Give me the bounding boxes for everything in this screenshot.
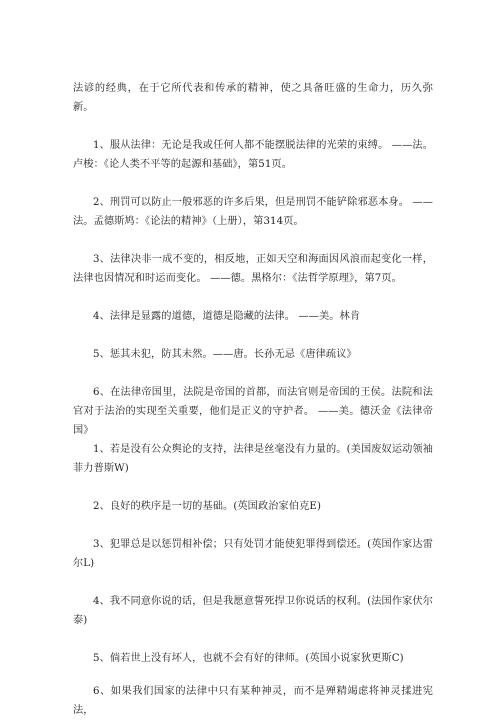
quote-paragraph-6: 6、在法律帝国里，法院是帝国的首都，而法官则是帝国的王侯。法院和法官对于法治的实现至关重要，他们是正义的守护者。 ——美。德沃金《法律帝国》 <box>73 387 433 436</box>
quote-paragraph-7: 1、若是没有公众舆论的支持，法律是丝毫没有力量的。(美国废奴运动领袖菲力普斯W) <box>73 444 433 474</box>
document-body <box>73 79 433 720</box>
quote-paragraph-3: 3、法律决非一成不变的，相反地，正如天空和海面因风浪而起变化一样，法律也因情况和时运而变化。 ——德。黑格尔：《法哲学原理》，第7页。 <box>73 254 433 284</box>
intro-paragraph: 法谚的经典，在于它所代表和传承的精神，使之具备旺盛的生命力，历久弥新。 <box>73 83 433 113</box>
quote-paragraph-4: 4、法律是显露的道德，道德是隐藏的法律。 ——美。林肯 <box>93 311 361 322</box>
quote-paragraph-9: 3、犯罪总是以惩罚相补偿；只有处罚才能使犯罪得到偿还。(英国作家达雷尔L) <box>73 539 433 569</box>
quote-paragraph-5: 5、惩其未犯，防其未然。——唐。长孙无忌《唐律疏议》 <box>93 349 357 360</box>
quote-paragraph-1: 1、服从法律：无论是我或任何人都不能摆脱法律的光荣的束缚。 ——法。卢梭：《论人类不平等的起源和基础》，第51页。 <box>73 140 433 170</box>
quote-paragraph-12: 6、如果我们国家的法律中只有某种神灵，而不是殚精竭虑将神灵揉进宪法， <box>73 686 433 716</box>
quote-paragraph-2: 2、刑罚可以防止一般邪恶的许多后果，但是刑罚不能铲除邪恶本身。 ——法。孟德斯鸠：《论法的精神》（上册），第314页。 <box>73 197 433 227</box>
quote-paragraph-11: 5、倘若世上没有坏人，也就不会有好的律师。(英国小说家狄更斯C) <box>93 653 404 664</box>
quote-paragraph-10: 4、我不同意你说的话，但是我愿意誓死捍卫你说话的权利。(法国作家伏尔泰) <box>73 596 433 626</box>
quote-paragraph-8: 2、良好的秩序是一切的基础。(英国政治家伯克E) <box>93 501 322 512</box>
